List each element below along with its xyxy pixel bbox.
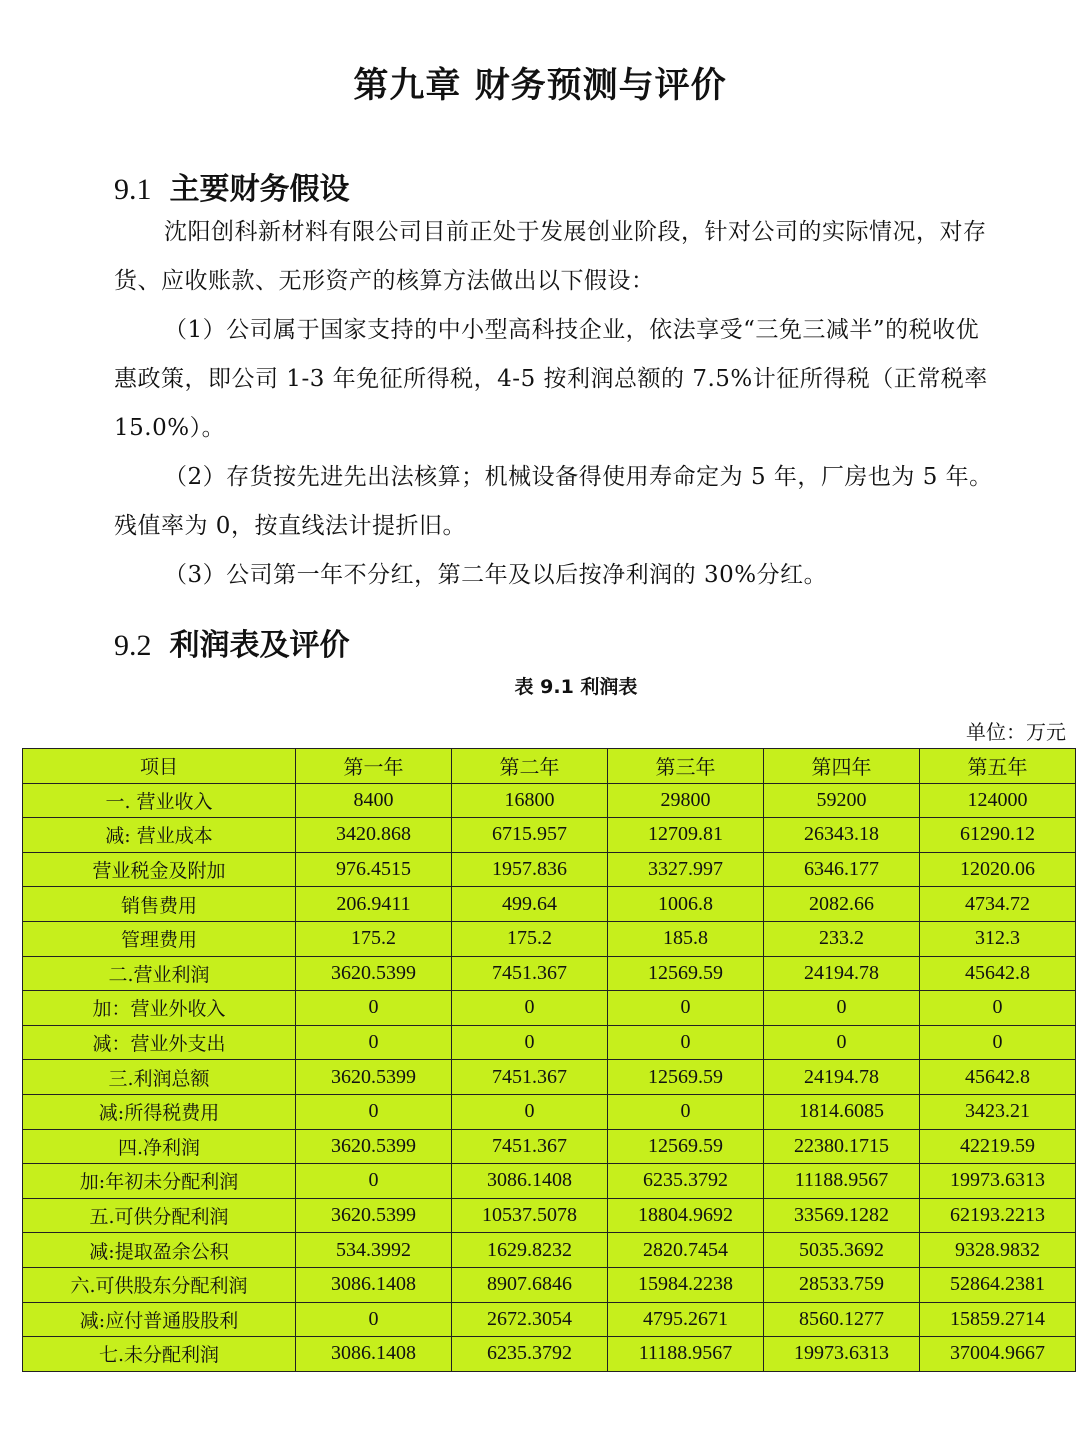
value-cell: 3620.5399: [296, 956, 452, 991]
value-cell: 24194.78: [764, 1060, 920, 1095]
value-cell: 19973.6313: [920, 1164, 1076, 1199]
value-cell: 2082.66: [764, 887, 920, 922]
value-cell: 0: [296, 1302, 452, 1337]
value-cell: 12020.06: [920, 852, 1076, 887]
value-cell: 12569.59: [608, 956, 764, 991]
section-number: 9.2: [114, 629, 152, 662]
table-row: [23, 991, 1076, 1026]
row-label-cell: 二.营业利润: [23, 956, 296, 991]
value-cell: 33569.1282: [764, 1198, 920, 1233]
value-cell: 0: [920, 1025, 1076, 1060]
table-row: [23, 1198, 1076, 1233]
table-row: [23, 1302, 1076, 1337]
value-cell: 0: [608, 991, 764, 1026]
assumption-1: （1）公司属于国家支持的中小型高科技企业，依法享受“三免三减半”的税收优惠政策，即公司 1-3 年免征所得税，4-5 按利润总额的 7.5%计征所得税（正常税率 15.0%）。: [114, 317, 988, 441]
value-cell: 42219.59: [920, 1129, 1076, 1164]
value-cell: 6346.177: [764, 852, 920, 887]
value-cell: 15984.2238: [608, 1267, 764, 1302]
value-cell: 59200: [764, 783, 920, 818]
profit-table: [22, 748, 1076, 1372]
row-label-cell: 加：营业外收入: [23, 991, 296, 1026]
value-cell: 4734.72: [920, 887, 1076, 922]
header-cell: 第四年: [764, 749, 920, 784]
value-cell: 12569.59: [608, 1060, 764, 1095]
row-label-cell: 减:提取盈余公积: [23, 1233, 296, 1268]
value-cell: 233.2: [764, 921, 920, 956]
table-row: [23, 852, 1076, 887]
value-cell: 11188.9567: [764, 1164, 920, 1199]
value-cell: 29800: [608, 783, 764, 818]
value-cell: 175.2: [452, 921, 608, 956]
table-row: [23, 1233, 1076, 1268]
value-cell: 0: [452, 991, 608, 1026]
row-label-cell: 加:年初未分配利润: [23, 1164, 296, 1199]
header-cell: 第一年: [296, 749, 452, 784]
table-row: [23, 1094, 1076, 1129]
value-cell: 3620.5399: [296, 1060, 452, 1095]
value-cell: 3620.5399: [296, 1198, 452, 1233]
value-cell: 6715.957: [452, 818, 608, 853]
value-cell: 16800: [452, 783, 608, 818]
table-row: [23, 1164, 1076, 1199]
value-cell: 3620.5399: [296, 1129, 452, 1164]
header-cell: 项目: [23, 749, 296, 784]
value-cell: 8400: [296, 783, 452, 818]
value-cell: 1814.6085: [764, 1094, 920, 1129]
value-cell: 124000: [920, 783, 1076, 818]
value-cell: 0: [296, 1094, 452, 1129]
value-cell: 5035.3692: [764, 1233, 920, 1268]
value-cell: 0: [608, 1094, 764, 1129]
value-cell: 206.9411: [296, 887, 452, 922]
table-row: [23, 921, 1076, 956]
value-cell: 3420.868: [296, 818, 452, 853]
value-cell: 185.8: [608, 921, 764, 956]
value-cell: 0: [296, 1025, 452, 1060]
section-title-text: 利润表及评价: [169, 628, 350, 663]
value-cell: 2820.7454: [608, 1233, 764, 1268]
value-cell: 61290.12: [920, 818, 1076, 853]
value-cell: 9328.9832: [920, 1233, 1076, 1268]
value-cell: 24194.78: [764, 956, 920, 991]
row-label-cell: 销售费用: [23, 887, 296, 922]
row-label-cell: 六.可供股东分配利润: [23, 1267, 296, 1302]
row-label-cell: 管理费用: [23, 921, 296, 956]
row-label-cell: 四.净利润: [23, 1129, 296, 1164]
table-row: [23, 818, 1076, 853]
intro-paragraph: 沈阳创科新材料有限公司目前正处于发展创业阶段，针对公司的实际情况，对存货、应收账款、无形资产的核算方法做出以下假设：: [114, 219, 987, 294]
value-cell: 312.3: [920, 921, 1076, 956]
section-heading-9-1: [114, 164, 350, 208]
value-cell: 7451.367: [452, 956, 608, 991]
value-cell: 26343.18: [764, 818, 920, 853]
value-cell: 2672.3054: [452, 1302, 608, 1337]
value-cell: 534.3992: [296, 1233, 452, 1268]
value-cell: 0: [452, 1025, 608, 1060]
row-label-cell: 减:应付普通股股利: [23, 1302, 296, 1337]
value-cell: 3423.21: [920, 1094, 1076, 1129]
row-label-cell: 一. 营业收入: [23, 783, 296, 818]
row-label-cell: 五.可供分配利润: [23, 1198, 296, 1233]
table-caption: 表 9.1 利润表: [514, 676, 638, 698]
value-cell: 45642.8: [920, 956, 1076, 991]
value-cell: 0: [296, 991, 452, 1026]
row-label-cell: 七.未分配利润: [23, 1337, 296, 1372]
table-row: [23, 1337, 1076, 1372]
section-number: 9.1: [114, 173, 152, 206]
header-cell: 第二年: [452, 749, 608, 784]
value-cell: 0: [452, 1094, 608, 1129]
value-cell: 499.64: [452, 887, 608, 922]
value-cell: 7451.367: [452, 1060, 608, 1095]
value-cell: 19973.6313: [764, 1337, 920, 1372]
value-cell: 10537.5078: [452, 1198, 608, 1233]
value-cell: 28533.759: [764, 1267, 920, 1302]
value-cell: 0: [920, 991, 1076, 1026]
value-cell: 6235.3792: [452, 1337, 608, 1372]
row-label-cell: 减:所得税费用: [23, 1094, 296, 1129]
value-cell: 0: [608, 1025, 764, 1060]
value-cell: 0: [296, 1164, 452, 1199]
value-cell: 37004.9667: [920, 1337, 1076, 1372]
row-label-cell: 三.利润总额: [23, 1060, 296, 1095]
table-header-row: [23, 749, 1076, 784]
value-cell: 62193.2213: [920, 1198, 1076, 1233]
value-cell: 1957.836: [452, 852, 608, 887]
value-cell: 976.4515: [296, 852, 452, 887]
value-cell: 3086.1408: [296, 1267, 452, 1302]
value-cell: 4795.2671: [608, 1302, 764, 1337]
value-cell: 1006.8: [608, 887, 764, 922]
value-cell: 52864.2381: [920, 1267, 1076, 1302]
value-cell: 3327.997: [608, 852, 764, 887]
table-row: [23, 783, 1076, 818]
value-cell: 175.2: [296, 921, 452, 956]
value-cell: 6235.3792: [608, 1164, 764, 1199]
table-row: [23, 1129, 1076, 1164]
assumption-2: （2）存货按先进先出法核算；机械设备得使用寿命定为 5 年，厂房也为 5 年。残值率为 0，按直线法计提折旧。: [114, 464, 993, 539]
table-row: [23, 887, 1076, 922]
value-cell: 0: [764, 991, 920, 1026]
section-title-text: 主要财务假设: [169, 172, 350, 207]
section-heading-9-2: [114, 620, 350, 664]
chapter-title: 第九章 财务预测与评价: [353, 66, 727, 106]
value-cell: 8560.1277: [764, 1302, 920, 1337]
value-cell: 7451.367: [452, 1129, 608, 1164]
header-cell: 第五年: [920, 749, 1076, 784]
assumption-3: （3）公司第一年不分红，第二年及以后按净利润的 30%分红。: [164, 562, 828, 588]
value-cell: 12709.81: [608, 818, 764, 853]
value-cell: 3086.1408: [296, 1337, 452, 1372]
table-body: [23, 783, 1076, 1371]
row-label-cell: 营业税金及附加: [23, 852, 296, 887]
value-cell: 3086.1408: [452, 1164, 608, 1199]
table-row: [23, 956, 1076, 991]
value-cell: 15859.2714: [920, 1302, 1076, 1337]
value-cell: 8907.6846: [452, 1267, 608, 1302]
row-label-cell: 减：营业外支出: [23, 1025, 296, 1060]
table-unit: 单位：万元: [966, 720, 1066, 744]
value-cell: 1629.8232: [452, 1233, 608, 1268]
value-cell: 0: [764, 1025, 920, 1060]
value-cell: 12569.59: [608, 1129, 764, 1164]
table-row: [23, 1025, 1076, 1060]
value-cell: 11188.9567: [608, 1337, 764, 1372]
row-label-cell: 减: 营业成本: [23, 818, 296, 853]
value-cell: 45642.8: [920, 1060, 1076, 1095]
value-cell: 22380.1715: [764, 1129, 920, 1164]
table-row: [23, 1060, 1076, 1095]
table-row: [23, 1267, 1076, 1302]
header-cell: 第三年: [608, 749, 764, 784]
value-cell: 18804.9692: [608, 1198, 764, 1233]
